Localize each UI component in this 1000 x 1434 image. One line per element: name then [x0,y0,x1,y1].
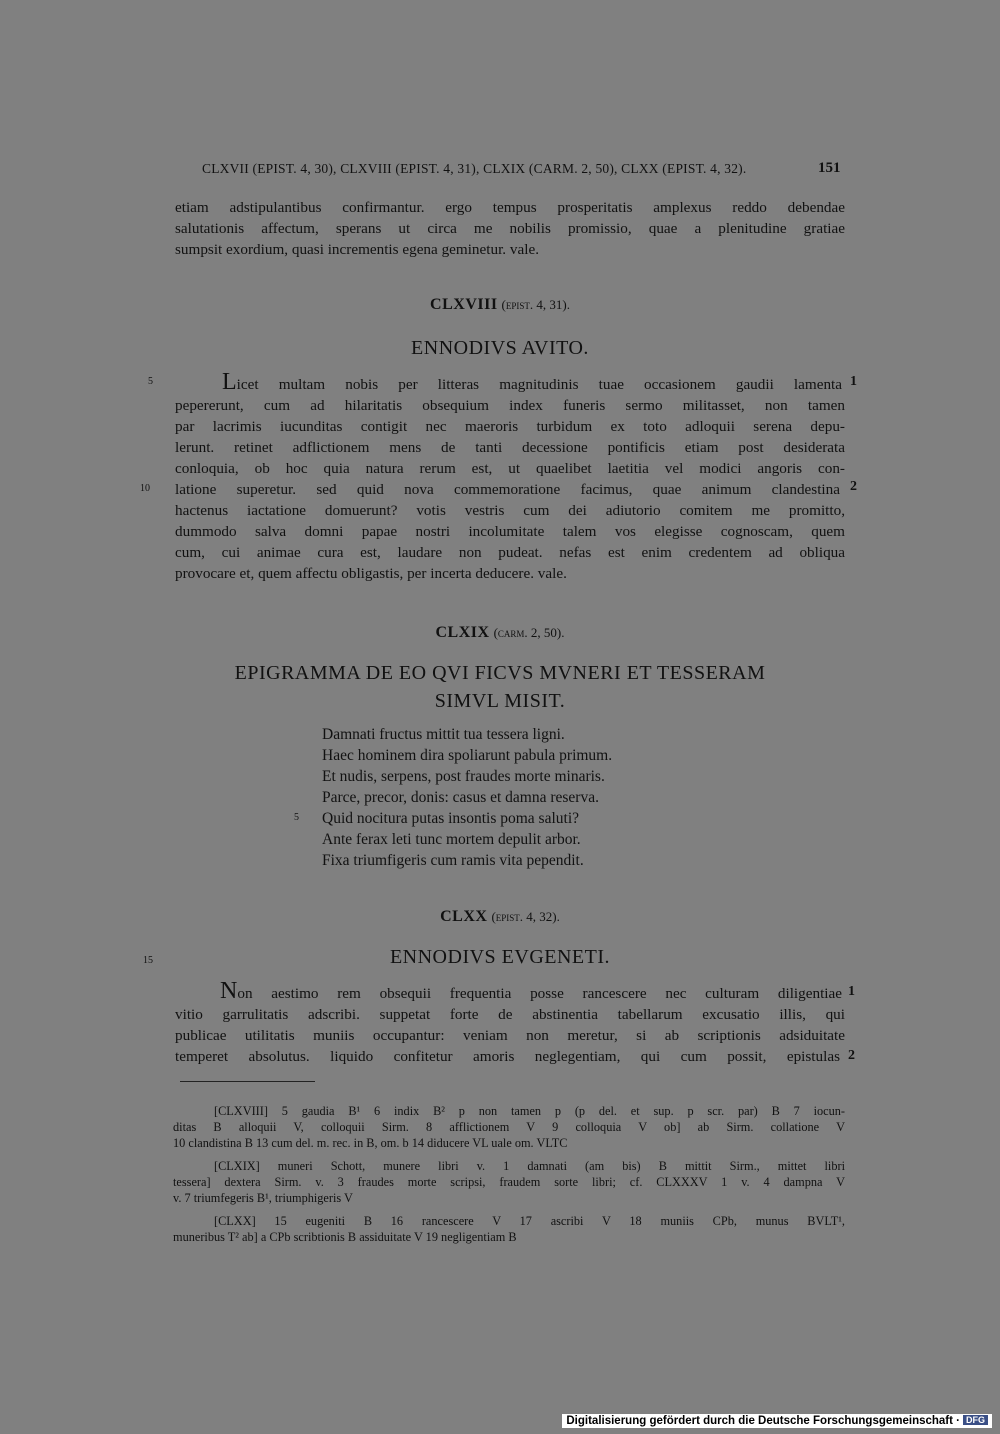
section-heading-170 [0,908,1000,926]
continuation-line: salutationis affectum, sperans ut circa me nobilis promissio, quae a plenitudine gratiae [175,220,845,237]
letter-line: conloquia, ob hoc quia natura rerum est, ut quaelibet laetitia vel modici angoris con- [175,460,845,477]
continuation-line: sumpsit exordium, quasi incrementis egena geminetur. vale. [175,241,539,258]
letter-line-text: icet multam nobis per litteras magnitudinis tuae occasionem gaudii lamenta [236,376,842,393]
paragraph-number: 1 [848,984,855,999]
digitization-credit [562,1414,992,1428]
section-reference: (epist. 4, 32). [491,909,560,924]
verse-line: Haec hominem dira spoliarunt pabula primum. [322,747,613,764]
letter-line: provocare et, quem affectu obligastis, per incerta deducere. vale. [175,565,567,582]
apparatus-note: tessera] dextera Sirm. v. 3 fraudes morte scripsi, fraudem sorte libri; cf. CLXXXV 1 v. 4 dampna V [173,1175,845,1189]
letter-line-text: on aestimo rem obsequii frequentia posse rancescere nec culturam diligentiae [237,985,842,1002]
letter-line: publicae utilitatis muniis occupantur: veniam non meretur, si ab scriptionis adsiduitate [175,1027,845,1044]
letter-line: par lacrimis iucunditas contigit nec maeroris turbidum ex toto adloquii serena depu- [175,418,845,435]
letter-line: hactenus iactatione domuerunt? votis vestris cum dei adiutorio comitem me promitto, [175,502,845,519]
page-number: 151 [818,160,841,176]
footnote-rule [180,1081,315,1082]
letter-line: cum, cui animae cura est, laudare non pudeat. nefas est enim credentem ad obliqua [175,544,845,561]
paragraph-number: 1 [850,374,857,389]
apparatus-note: ditas B alloquii V, colloquii Sirm. 8 afflictionem V 9 colloquia V ob] ab Sirm. collatione V [173,1120,845,1134]
apparatus-note: [CLXVIII] 5 gaudia B¹ 6 indix B² p non tamen p (p del. et sup. p scr. par) B 7 iocun- [214,1104,845,1118]
verse-line: Et nudis, serpens, post fraudes morte minaris. [322,768,605,785]
section-reference: (epist. 4, 31). [501,297,570,312]
poem-title-line-1: EPIGRAMMA DE EO QVI FICVS MVNERI ET TESSERAM [234,662,766,684]
dfg-logo: DFG [963,1415,988,1425]
paragraph-number: 2 [848,1048,855,1063]
letter-line: vitio garrulitatis adscribi. suppetat forte de abstinentia tabellarum excusatio illis, qui [175,1006,845,1023]
apparatus-note: v. 7 triumfegeris B¹, triumphigeris V [173,1191,353,1205]
line-number: 5 [148,376,153,387]
letter-line: temperet absolutus. liquido confitetur amoris neglegentiam, qui cum possit, epistulas [175,1048,840,1065]
credit-text: Digitalisierung gefördert durch die Deutsche Forschungsgemeinschaft · [566,1415,960,1427]
section-reference: (carm. 2, 50). [493,625,565,640]
letter-line: dummodo salva domni papae nostri incolumitate talem vos elegisse cognoscam, quem [175,523,845,540]
letter-line: lerunt. retinet adflictionem mens de tanti decessione pontificis etiam post desiderata [175,439,845,456]
letter-title-170: ENNODIVS EVGENETI. [389,946,611,968]
paragraph-number: 2 [850,479,857,494]
letter-line [220,978,842,1004]
drop-initial: L [222,369,237,395]
verse-line: Fixa triumfigeris cum ramis vita pependit. [322,852,584,869]
poem-title-line-2: SIMVL MISIT. [434,690,566,712]
letter-title-168: ENNODIVS AVITO. [411,337,589,359]
apparatus-note: [CLXX] 15 eugeniti B 16 rancescere V 17 ascribi V 18 muniis CPb, munus BVLT¹, [214,1214,845,1228]
section-number: CLXVIII [430,296,498,313]
drop-initial: N [220,978,238,1004]
apparatus-note: [CLXIX] muneri Schott, munere libri v. 1 damnati (am bis) B mittit Sirm., mittet libri [214,1159,845,1173]
verse-line: Ante ferax leti tunc mortem depulit arbor. [322,831,581,848]
line-number: 15 [143,955,153,966]
letter-line [222,369,842,395]
apparatus-note: muneribus T² ab] a CPb scribtionis B assiduitate V 19 negligentiam B [173,1230,517,1244]
section-number: CLXX [440,908,488,925]
verse-number: 5 [294,812,299,823]
continuation-line: etiam adstipulantibus confirmantur. ergo tempus prosperitatis amplexus reddo debendae [175,199,845,216]
line-number: 10 [140,483,150,494]
running-head: CLXVII (EPIST. 4, 30), CLXVIII (EPIST. 4, 31), CLXIX (CARM. 2, 50), CLXX (EPIST. 4, 32). [202,161,747,176]
apparatus-note: 10 clandistina B 13 cum del. m. rec. in B, om. b 14 diducere VL uale om. VLTC [173,1136,568,1150]
section-heading-168 [0,296,1000,314]
letter-line: pepererunt, cum ad hilaritatis obsequium index funeris sermo militasset, non tamen [175,397,845,414]
letter-line: latione superetur. sed quid nova commemoratione facimus, quae animum clandestina [175,481,840,498]
verse-line: Damnati fructus mittit tua tessera ligni. [322,726,565,743]
section-heading-169 [0,624,1000,642]
verse-line: Quid nocitura putas insontis poma saluti? [322,810,580,827]
verse-line: Parce, precor, donis: casus et damna reserva. [322,789,599,806]
section-number: CLXIX [435,624,490,641]
